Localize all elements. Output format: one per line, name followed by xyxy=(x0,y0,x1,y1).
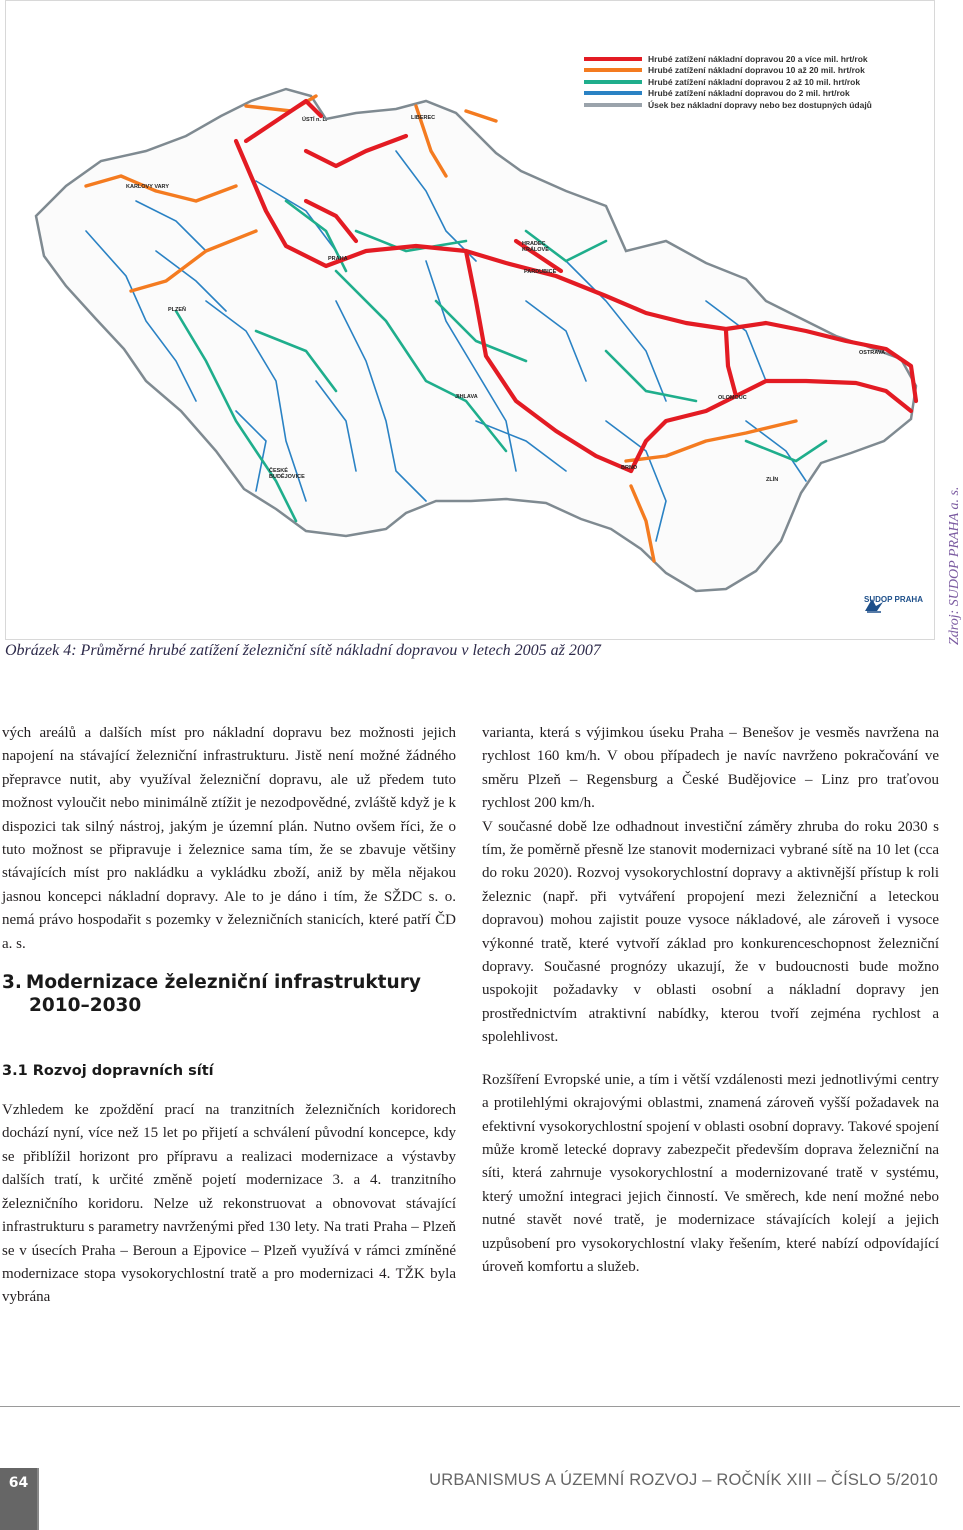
legend-item xyxy=(584,76,872,88)
city-label: ÚSTÍ n. L. xyxy=(302,117,328,123)
legend-swatch xyxy=(584,80,642,84)
city-label: PRAHA xyxy=(328,256,348,262)
paragraph: V současné době lze odhadnout investiční záměry zhruba do roku 2030 s tím, že poměrně přesně lze stanovit modernizaci vybrané sítě na 10 let (cca do roku 2020). Rozvoj vysokorychlostní dopravy a aktivnější přístup k roli železnic (např. při vytváření propojení mezi železniční a leteckou dopravou) mohou zajistit pouze vysoce nákladové, ale zároveň i vysoce výkonné tratě, které vytvoří základ pro konkurenceschopnost železniční dopravy. Současné prognózy ukazují, že v budoucnosti bude možno uspokojit požadavky v oblasti osobní a nákladní dopravy jen prostřednictvím atraktivní nabídky, kterou tvoří zejména rychlost a spolehlivost. xyxy=(482,818,939,1046)
subsection-heading: 3.1 Rozvoj dopravních sítí xyxy=(2,1063,214,1080)
left-column xyxy=(2,722,456,1310)
city-label: PARDUBICE xyxy=(524,269,557,275)
sudop-logo-text: SUDOP PRAHA xyxy=(864,595,923,604)
city-label: LIBEREC xyxy=(411,115,436,121)
city-label: BRNO xyxy=(621,465,638,471)
city-label: ZLÍN xyxy=(766,477,779,483)
paragraph: vých areálů a dalších míst pro nákladní dopravu bez možnosti jejich napojení na stávající železniční infrastrukturu. Jistě není možné žádného přepravce nutit, aby využíval železniční dopravu, ale už předem tuto možnost vyloučit nebo minimálně ztížit je nezodpovědné, zvláště když je k dispozici tak silný nástroj, jakým je územní plán. Nutno ovšem říci, že o tuto možnost se připravuje i železnice sama tím, že se zbavuje většiny stávajících míst pro nakládku a vykládku zboží, aniž by měla nějakou jasnou koncepci nákladní dopravy. Ale to je dáno i tím, že SŽDC s. o. nemá právo hospodařit s pozemky v železničních stanicích, které patří ČD a. s. xyxy=(2,725,456,952)
legend-swatch xyxy=(584,57,642,61)
section-title-line2: 2010–2030 xyxy=(29,995,142,1017)
legend-item xyxy=(584,88,872,100)
figure xyxy=(0,0,960,680)
sudop-logo xyxy=(864,596,923,604)
source-credit: Zdroj: SUDOP PRAHA a. s. xyxy=(947,486,962,645)
city-label: JIHLAVA xyxy=(455,394,478,400)
city-label: OLOMOUC xyxy=(718,395,747,401)
section-number: 3. xyxy=(2,972,22,994)
legend-label: Úsek bez nákladní dopravy nebo bez dostupných údajů xyxy=(648,99,872,110)
legend-label: Hrubé zatížení nákladní dopravou 10 až 20 mil. hrt/rok xyxy=(648,65,865,76)
legend-label: Hrubé zatížení nákladní dopravou 20 a více mil. hrt/rok xyxy=(648,53,868,64)
legend-swatch xyxy=(584,91,642,95)
city-label: ČESKÉ BUDĚJOVICE xyxy=(269,468,305,480)
city-label: OSTRAVA xyxy=(859,350,886,356)
legend-item xyxy=(584,53,872,65)
legend-label: Hrubé zatížení nákladní dopravou do 2 mil. hrt/rok xyxy=(648,88,850,99)
paragraph: Vzhledem ke zpoždění prací na tranzitních železničních koridorech dochází nyní, více než 15 let po přijetí a schválení původní koncepce, kdy se přiblížil horizont pro přípravu a realizaci modernizace a výstavby dalších tratí, k určité změně pojetí modernizace 3. a 4. tranzitního železničního koridoru. Nelze už rekonstruovat a obnovovat stávající infrastrukturu s parametry navrženými před 130 lety. Na trati Praha – Plzeň se v úsecích Praha – Beroun a Ejpovice – Plzeň využívá v rámci zmíněné modernizace stopa vysokorychlostní tratě a pro modernizaci 4. TŽK byla vybrána xyxy=(2,1102,456,1306)
legend-label: Hrubé zatížení nákladní dopravou 2 až 10 mil. hrt/rok xyxy=(648,76,861,87)
right-column xyxy=(482,722,939,1279)
city-label: HRADEC KRÁLOVÉ xyxy=(522,241,549,253)
legend-item xyxy=(584,99,872,111)
sudop-logo-icon xyxy=(864,596,884,614)
railway-load-map xyxy=(5,0,935,640)
page-number: 64 xyxy=(0,1468,37,1530)
paragraph: varianta, která s výjimkou úseku Praha – Benešov je vesměs navržena na rychlost 160 km/h. V obou případech je navíc navrženo pokračování ve směru Plzeň – Regensburg a České Budějovice – Linz pro traťovou rychlost 200 km/h. xyxy=(482,725,939,812)
footer-divider xyxy=(0,1406,960,1407)
legend-swatch xyxy=(584,68,642,72)
city-label: KARLOVY VARY xyxy=(126,184,169,190)
section-title-line1: Modernizace železniční infrastruktury xyxy=(25,972,421,994)
page-number-divider xyxy=(37,1468,39,1530)
paragraph: Rozšíření Evropské unie, a tím i větší vzdálenosti mezi jednotlivými centry a protilehlými okrajovými oblastmi, znamená zároveň vyšší požadavek na efektivní vysokorychlostní spojení v oblasti osobní dopravy. Takové spojení může kromě letecké dopravy zabezpečit především doprava železniční na síti, která zahrnuje vysokorychlostní a modernizované tratě v systému, který umožní integraci jejich činností. Ve směrech, kde není možné nebo nutné stavět nové tratě, je modernizace stávajících kolejí a jejich uzpůsobení pro vysokorychlostní vlaky řešením, které nabízí odpovídající úroveň komfortu a služeb. xyxy=(482,1071,939,1275)
map-legend xyxy=(584,53,872,111)
journal-title: URBANISMUS A ÚZEMNÍ ROZVOJ – ROČNÍK XIII – ČÍSLO 5/2010 xyxy=(429,1471,938,1489)
legend-item xyxy=(584,65,872,77)
figure-caption: Obrázek 4: Průměrné hrubé zatížení železniční sítě nákladní dopravou v letech 2005 až 2007 xyxy=(5,642,601,659)
section-heading xyxy=(2,971,456,1017)
city-label: PLZEŇ xyxy=(168,307,187,313)
legend-swatch xyxy=(584,103,642,107)
